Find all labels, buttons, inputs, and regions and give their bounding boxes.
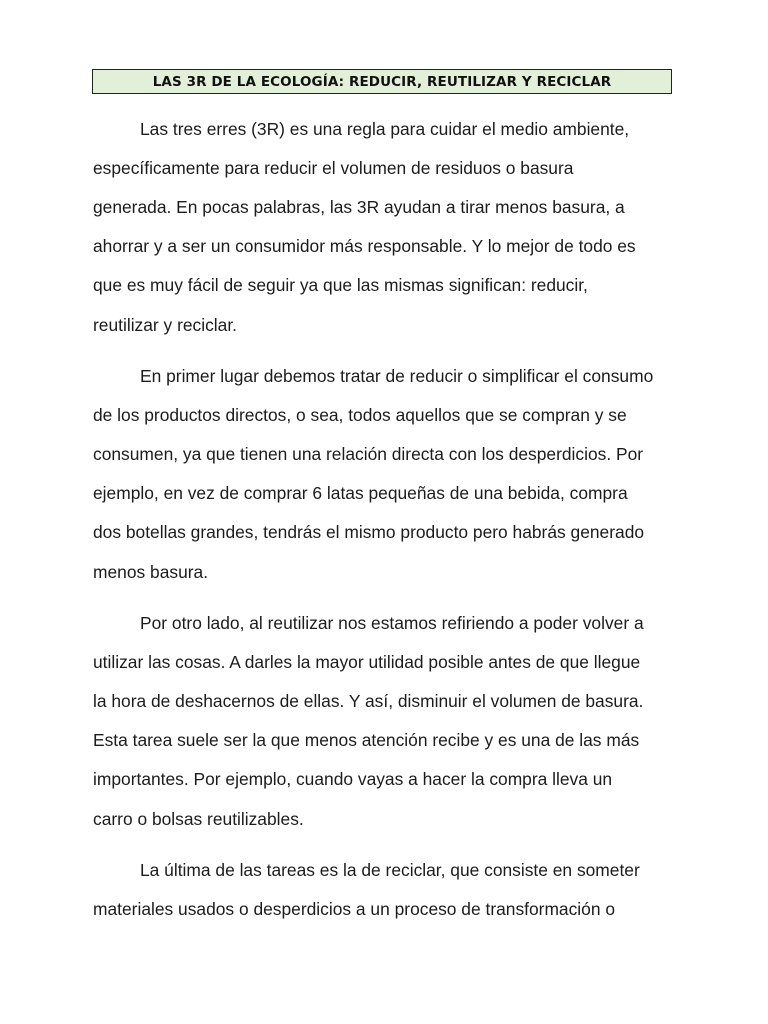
text-line: que es muy fácil de seguir ya que las mismas significan: reducir,	[93, 275, 588, 295]
text-line: ahorrar y a ser un consumidor más responsable. Y lo mejor de todo es	[93, 236, 636, 256]
text-line: utilizar las cosas. A darles la mayor utilidad posible antes de que llegue	[93, 652, 641, 672]
document-title-box	[92, 69, 672, 94]
text-line: menos basura.	[93, 562, 209, 582]
text-line: ejemplo, en vez de comprar 6 latas pequeñas de una bebida, compra	[93, 483, 628, 503]
text-line: consumen, ya que tienen una relación directa con los desperdicios. Por	[93, 444, 644, 464]
text-line: generada. En pocas palabras, las 3R ayudan a tirar menos basura, a	[93, 197, 625, 217]
text-line: Por otro lado, al reutilizar nos estamos refiriendo a poder volver a	[140, 613, 644, 633]
document-title: LAS 3R DE LA ECOLOGÍA: REDUCIR, REUTILIZAR Y RECICLAR	[152, 73, 612, 90]
text-line: Esta tarea suele ser la que menos atención recibe y es una de las más	[93, 730, 640, 750]
text-line: carro o bolsas reutilizables.	[93, 809, 304, 829]
text-line: reutilizar y reciclar.	[93, 315, 237, 335]
text-line: materiales usados o desperdicios a un proceso de transformación o	[93, 899, 616, 919]
text-line: Las tres erres (3R) es una regla para cuidar el medio ambiente,	[140, 119, 630, 139]
text-line: específicamente para reducir el volumen de residuos o basura	[93, 158, 574, 178]
text-line: En primer lugar debemos tratar de reducir o simplificar el consumo	[140, 366, 654, 386]
text-line: de los productos directos, o sea, todos aquellos que se compran y se	[93, 405, 627, 425]
text-line: la hora de deshacernos de ellas. Y así, disminuir el volumen de basura.	[93, 691, 644, 711]
text-line: importantes. Por ejemplo, cuando vayas a hacer la compra lleva un	[93, 769, 613, 789]
text-line: dos botellas grandes, tendrás el mismo producto pero habrás generado	[93, 522, 645, 542]
text-line: La última de las tareas es la de reciclar, que consiste en someter	[140, 860, 640, 880]
